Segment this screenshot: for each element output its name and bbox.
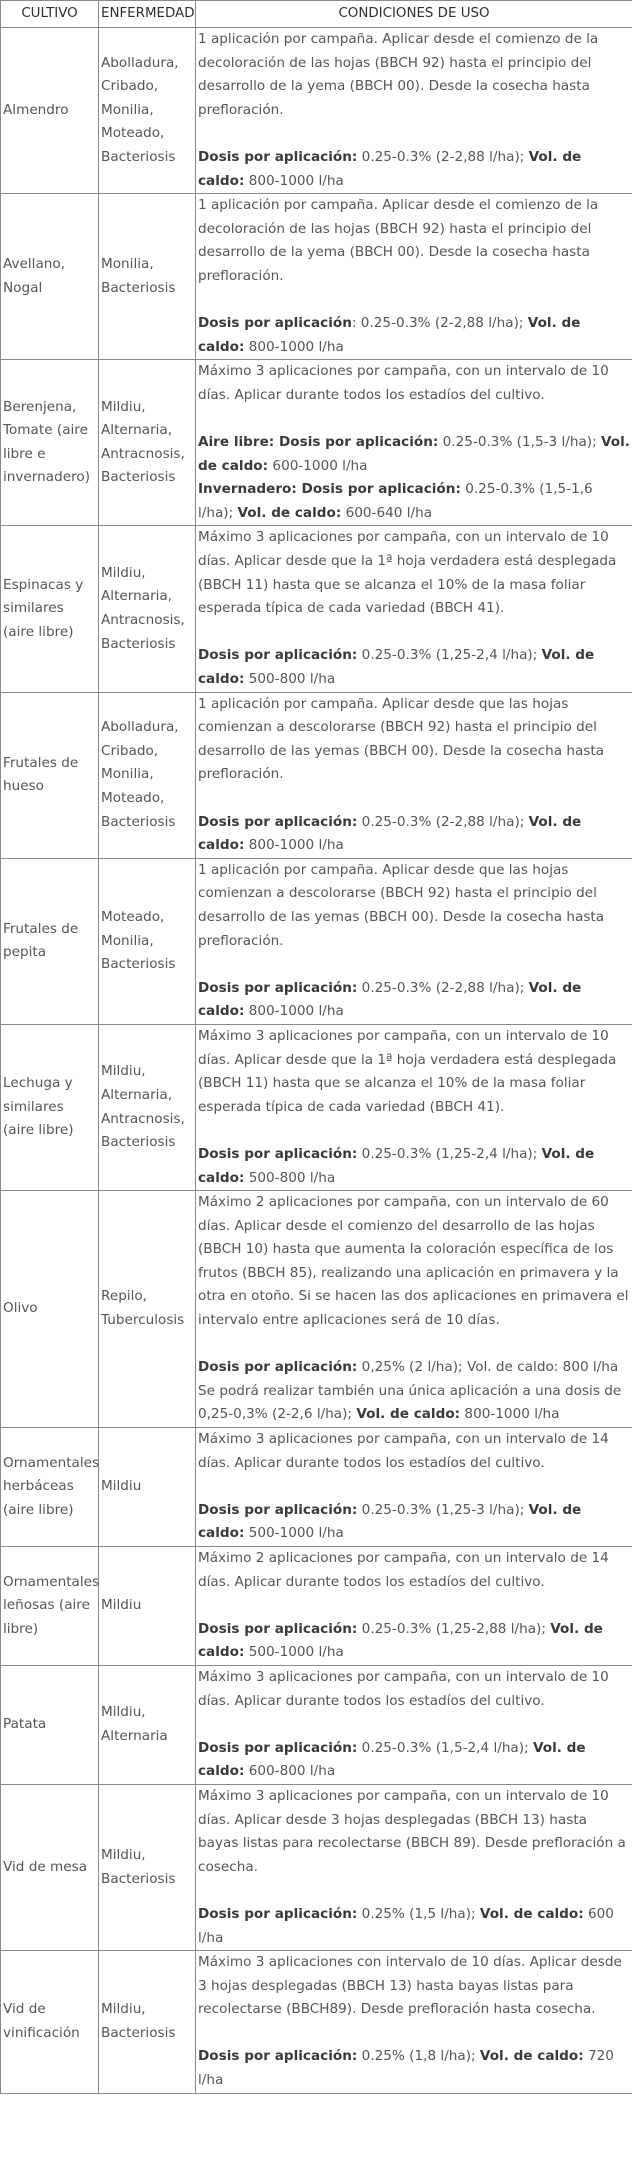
- caldo-label: Vol. de caldo:: [479, 2048, 584, 2065]
- enfermedad-item: Monilia,: [101, 932, 154, 949]
- condiciones-description: Máximo 3 aplicaciones por campaña, con un intervalo de 10 días. Aplicar desde que la 1ª hoja verdadera está desplegada (BBCH 11) hasta que se alcanza el 10% de la masa foliar esperada típica de cada variedad (BBCH 41).: [198, 1027, 617, 1115]
- condiciones-cell: [196, 28, 632, 194]
- condiciones-cell: [196, 1951, 632, 2094]
- condiciones-description: Máximo 3 aplicaciones por campaña, con un intervalo de 10 días. Aplicar durante todos los estadíos del cultivo.: [198, 363, 609, 403]
- enfermedad-cell: [99, 1547, 196, 1666]
- dosis-value: 0.25-0.3% (1,25-2,4 l/ha);: [357, 647, 542, 664]
- table-row: [1, 526, 632, 692]
- dosis-line: [198, 1143, 630, 1190]
- table-body: [1, 28, 632, 2094]
- enfermedad-item: Antracnosis,: [101, 612, 185, 629]
- enfermedad-item: Bacteriosis: [101, 635, 176, 652]
- caldo-value: 600-640 l/ha: [341, 504, 433, 521]
- dosis-line: [198, 1618, 630, 1665]
- header-enfermedad: ENFERMEDAD: [99, 1, 196, 28]
- enfermedad-item: Tuberculosis: [101, 1312, 185, 1329]
- paragraph-gap: [198, 1594, 630, 1618]
- caldo-label: Vol. de caldo:: [198, 434, 630, 474]
- caldo-value: 800-1000 l/ha: [244, 1003, 344, 1020]
- condiciones-cell: [196, 1547, 632, 1666]
- dosis-value: 0.25-0.3% (2-2,88 l/ha);: [357, 979, 529, 996]
- enfermedad-cell: [99, 1024, 196, 1190]
- extra-note: [198, 1380, 630, 1427]
- enfermedad-item: Mildiu: [101, 1597, 142, 1614]
- enfermedad-cell: [99, 1191, 196, 1428]
- paragraph-gap: [198, 1333, 630, 1357]
- dosis-line: [198, 2045, 630, 2092]
- paragraph-gap: [198, 1475, 630, 1499]
- dosis-label: Dosis por aplicación:: [198, 1501, 358, 1518]
- paragraph-gap: [198, 621, 630, 645]
- dosis-line: [198, 1737, 630, 1784]
- enfermedad-item: Antracnosis,: [101, 1110, 185, 1127]
- dosis-value: 0.25-0.3% (1,25-3 l/ha);: [357, 1501, 529, 1518]
- caldo-label: Vol. de caldo:: [198, 979, 582, 1020]
- enfermedad-item: Antracnosis,: [101, 445, 185, 462]
- paragraph-gap: [198, 2022, 630, 2046]
- enfermedad-item: Cribado,: [101, 78, 159, 95]
- dosis-label: Dosis por aplicación:: [198, 979, 358, 996]
- table-row: [1, 1191, 632, 1428]
- condiciones-cell: [196, 692, 632, 858]
- condiciones-description: Máximo 3 aplicaciones por campaña, con un intervalo de 14 días. Aplicar durante todos los estadíos del cultivo.: [198, 1431, 609, 1471]
- condiciones-description: 1 aplicación por campaña. Aplicar desde el comienzo de la decoloración de las hojas (BBCH 92) hasta el principio del desarrollo de la yema (BBCH 00). Desde la cosecha hasta prefloración.: [198, 31, 599, 118]
- dosis-value: 0.25-0.3% (1,5-3 l/ha);: [438, 434, 601, 451]
- table-row: [1, 1784, 632, 1950]
- extra-note-text: Se podrá realizar también una única aplicación a una dosis de 0,25-0,3% (2-2,6 l/ha);: [198, 1382, 622, 1423]
- cultivo-cell: Olivo: [1, 1191, 99, 1428]
- caldo-value: 500-800 l/ha: [244, 1169, 336, 1186]
- condiciones-description: 1 aplicación por campaña. Aplicar desde el comienzo de la decoloración de las hojas (BBCH 92) hasta el principio del desarrollo de la yema (BBCH 00). Desde la cosecha hasta prefloración.: [198, 197, 599, 284]
- dosis-value: 0,25% (2 l/ha); Vol. de caldo: 800 l/ha: [357, 1359, 619, 1376]
- header-row: [1, 1, 632, 28]
- table-header: [1, 1, 632, 28]
- caldo-value: 800-1000 l/ha: [244, 338, 344, 355]
- enfermedad-item: Bacteriosis: [101, 469, 176, 486]
- dosis-value: 0.25-0.3% (2-2,88 l/ha);: [357, 148, 529, 165]
- dosis-line: [198, 1356, 630, 1380]
- enfermedad-cell: [99, 1428, 196, 1547]
- enfermedad-item: Mildiu,: [101, 564, 146, 581]
- enfermedad-item: Alternaria,: [101, 1086, 173, 1103]
- dosis-label: Dosis por aplicación:: [198, 1145, 358, 1162]
- condiciones-description: Máximo 2 aplicaciones por campaña, con un intervalo de 14 días. Aplicar durante todos los estadíos del cultivo.: [198, 1550, 609, 1590]
- dosis-value: 0.25-0.3% (1,25-2,4 l/ha);: [357, 1145, 542, 1162]
- caldo-value: 500-1000 l/ha: [244, 1644, 344, 1661]
- enfermedad-item: Bacteriosis: [101, 148, 176, 165]
- dosis-label: Dosis por aplicación:: [198, 2048, 358, 2065]
- dosis-label: Dosis por aplicación:: [198, 148, 358, 165]
- condiciones-cell: [196, 1024, 632, 1190]
- caldo-value: 800-1000 l/ha: [460, 1406, 560, 1423]
- condiciones-description: Máximo 3 aplicaciones por campaña, con un intervalo de 10 días. Aplicar desde 3 hojas desplegadas (BBCH 13) hasta bayas listas para recolectarse (BBCH 89). Desde prefloración a cosecha.: [198, 1787, 626, 1875]
- enfermedad-item: Monilia,: [101, 256, 154, 273]
- caldo-label: Vol. de caldo:: [198, 315, 581, 355]
- dosis-line: [198, 431, 630, 478]
- enfermedad-cell: [99, 526, 196, 692]
- enfermedad-item: Bacteriosis: [101, 1134, 176, 1151]
- condiciones-description: Máximo 2 aplicaciones por campaña, con un intervalo de 60 días. Aplicar desde el comienzo del desarrollo de las hojas (BBCH 10) hasta que aumenta la coloración específica de los frutos (BBCH 85), realizando una aplicación en primavera y la otra en otoño. Si se hacen las dos aplicaciones en primavera el intervalo entre aplicaciones será de 10 días.: [198, 1194, 629, 1329]
- enfermedad-item: Mildiu,: [101, 1704, 146, 1721]
- condiciones-cell: [196, 1665, 632, 1784]
- enfermedad-item: Moteado,: [101, 790, 165, 806]
- caldo-label: Vol. de caldo:: [198, 1739, 586, 1780]
- condiciones-cell: [196, 858, 632, 1024]
- enfermedad-item: Bacteriosis: [101, 956, 176, 973]
- caldo-value: 600-800 l/ha: [244, 1763, 336, 1780]
- table-row: [1, 1547, 632, 1666]
- enfermedad-cell: [99, 360, 196, 526]
- dosis-value: 0.25-0.3% (1,5-2,4 l/ha);: [357, 1739, 533, 1756]
- cultivo-cell: Berenjena, Tomate (aire libre e invernadero): [1, 360, 99, 526]
- condiciones-cell: [196, 1428, 632, 1547]
- enfermedad-cell: [99, 194, 196, 360]
- dosis-label: Dosis por aplicación:: [278, 434, 439, 451]
- condiciones-description: 1 aplicación por campaña. Aplicar desde que las hojas comienzan a descolorarse (BBCH 92) hasta el principio del desarrollo de las yemas (BBCH 00). Desde la cosecha hasta prefloración.: [198, 861, 605, 949]
- caldo-value: 800-1000 l/ha: [244, 837, 344, 854]
- paragraph-gap: [198, 1879, 630, 1903]
- cultivo-cell: Ornamentales herbáceas (aire libre): [1, 1428, 99, 1547]
- cultivo-cell: Ornamentales leñosas (aire libre): [1, 1547, 99, 1666]
- enfermedad-item: Mildiu,: [101, 2001, 146, 2018]
- enfermedad-cell: [99, 1665, 196, 1784]
- caldo-label: Vol. de caldo:: [479, 1905, 584, 1922]
- table-row: [1, 1428, 632, 1547]
- enfermedad-item: Monilia,: [101, 766, 154, 783]
- caldo-label: Vol. de caldo:: [198, 1501, 582, 1542]
- enfermedad-item: Mildiu,: [101, 398, 146, 415]
- dosis-label: Dosis por aplicación:: [198, 1620, 358, 1637]
- condiciones-description: Máximo 3 aplicaciones con intervalo de 10 días. Aplicar desde 3 hojas desplegadas (BBCH 13) hasta bayas listas para recolectarse (BBCH89). Desde prefloración hasta cosecha.: [198, 1954, 622, 2018]
- paragraph-gap: [198, 122, 630, 146]
- dosis-value: 0.25-0.3% (1,25-2,88 l/ha);: [357, 1620, 551, 1637]
- enfermedad-item: Alternaria: [101, 1727, 168, 1744]
- enfermedad-item: Abolladura,: [101, 719, 179, 736]
- cultivo-cell: Almendro: [1, 28, 99, 194]
- caldo-value: 720 l/ha: [198, 2048, 614, 2089]
- table-row: [1, 1951, 632, 2094]
- dosis-context-label: Invernadero:: [198, 481, 302, 498]
- enfermedad-item: Moteado,: [101, 125, 165, 142]
- caldo-value: 800-1000 l/ha: [244, 172, 344, 189]
- caldo-label: Vol. de caldo:: [198, 813, 582, 854]
- cultivo-cell: Frutales de pepita: [1, 858, 99, 1024]
- caldo-value: 600-1000 l/ha: [268, 457, 368, 474]
- dosis-label: Dosis por aplicación:: [198, 1905, 358, 1922]
- header-condiciones: CONDICIONES DE USO: [196, 1, 632, 28]
- dosis-value: : 0.25-0.3% (2-2,88 l/ha);: [351, 315, 528, 332]
- table-row: [1, 858, 632, 1024]
- enfermedad-cell: [99, 1784, 196, 1950]
- dosis-label: Dosis por aplicación:: [198, 1359, 358, 1376]
- dosis-value: 0.25-0.3% (1,5-1,6 l/ha);: [198, 481, 593, 521]
- paragraph-gap: [198, 408, 630, 432]
- enfermedad-item: Cribado,: [101, 742, 159, 759]
- dosis-label: Dosis por aplicación:: [198, 813, 358, 830]
- enfermedad-item: Bacteriosis: [101, 1870, 176, 1887]
- dosis-value: 0.25% (1,5 l/ha);: [357, 1905, 480, 1922]
- enfermedad-cell: [99, 858, 196, 1024]
- dosis-line: [198, 1903, 630, 1950]
- enfermedad-item: Moteado,: [101, 908, 165, 925]
- dosis-line: [198, 478, 630, 525]
- dosis-line: [198, 811, 630, 858]
- cultivo-cell: Lechuga y similares (aire libre): [1, 1024, 99, 1190]
- paragraph-gap: [198, 787, 630, 811]
- enfermedad-cell: [99, 692, 196, 858]
- table-row: [1, 360, 632, 526]
- caldo-label: Vol. de caldo:: [198, 148, 582, 189]
- table-row: [1, 194, 632, 360]
- enfermedad-item: Mildiu,: [101, 1063, 146, 1080]
- enfermedad-item: Monilia,: [101, 101, 154, 118]
- dosis-line: [198, 977, 630, 1024]
- dosis-value: 0.25-0.3% (2-2,88 l/ha);: [357, 813, 529, 830]
- enfermedad-cell: [99, 1951, 196, 2094]
- condiciones-cell: [196, 1784, 632, 1950]
- condiciones-description: Máximo 3 aplicaciones por campaña, con un intervalo de 10 días. Aplicar durante todos los estadíos del cultivo.: [198, 1668, 609, 1709]
- condiciones-cell: [196, 526, 632, 692]
- cultivo-cell: Espinacas y similares (aire libre): [1, 526, 99, 692]
- paragraph-gap: [198, 289, 630, 313]
- dosis-label: Dosis por aplicación:: [198, 647, 358, 664]
- enfermedad-item: Mildiu,: [101, 1846, 146, 1863]
- condiciones-cell: [196, 1191, 632, 1428]
- paragraph-gap: [198, 1713, 630, 1737]
- table-row: [1, 1665, 632, 1784]
- cultivo-cell: Patata: [1, 1665, 99, 1784]
- cultivo-cell: Vid de mesa: [1, 1784, 99, 1950]
- enfermedad-item: Abolladura,: [101, 54, 179, 71]
- condiciones-description: Máximo 3 aplicaciones por campaña, con un intervalo de 10 días. Aplicar desde que la 1ª hoja verdadera está desplegada (BBCH 11) hasta que se alcanza el 10% de la masa foliar esperada típica de cada variedad (BBCH 41).: [198, 529, 617, 617]
- cultivo-cell: Frutales de hueso: [1, 692, 99, 858]
- condiciones-description: 1 aplicación por campaña. Aplicar desde que las hojas comienzan a descolorarse (BBCH 92) hasta el principio del desarrollo de las yemas (BBCH 00). Desde la cosecha hasta prefloración.: [198, 695, 605, 783]
- caldo-label: Vol. de caldo:: [198, 1620, 603, 1661]
- dosis-context-label: Aire libre:: [198, 434, 279, 451]
- table-row: [1, 692, 632, 858]
- dosis-label: Dosis por aplicación: [198, 315, 352, 332]
- dosis-value: 0.25% (1,8 l/ha);: [357, 2048, 480, 2065]
- condiciones-cell: [196, 360, 632, 526]
- cultivo-cell: Avellano, Nogal: [1, 194, 99, 360]
- enfermedad-item: Bacteriosis: [101, 2024, 176, 2041]
- enfermedad-item: Bacteriosis: [101, 813, 176, 830]
- paragraph-gap: [198, 1119, 630, 1143]
- caldo-value: 600 l/ha: [198, 1905, 614, 1946]
- paragraph-gap: [198, 953, 630, 977]
- header-cultivo: CULTIVO: [1, 1, 99, 28]
- condiciones-cell: [196, 194, 632, 360]
- enfermedad-item: Alternaria,: [101, 422, 173, 439]
- table-row: [1, 1024, 632, 1190]
- caldo-label: Vol. de caldo:: [198, 1145, 595, 1186]
- dosis-line: [198, 644, 630, 691]
- caldo-label: Vol. de caldo:: [198, 647, 595, 688]
- caldo-value: 500-1000 l/ha: [244, 1525, 344, 1542]
- caldo-value: 500-800 l/ha: [244, 671, 336, 688]
- enfermedad-item: Bacteriosis: [101, 279, 176, 296]
- table-row: [1, 28, 632, 194]
- dosis-line: [198, 1499, 630, 1546]
- dosis-label: Dosis por aplicación:: [198, 1739, 358, 1756]
- enfermedad-item: Mildiu: [101, 1478, 142, 1495]
- cultivo-cell: Vid de vinificación: [1, 1951, 99, 2094]
- dosis-line: [198, 312, 630, 359]
- dosis-line: [198, 146, 630, 193]
- enfermedad-cell: [99, 28, 196, 194]
- caldo-label: Vol. de caldo:: [237, 504, 342, 521]
- enfermedad-item: Alternaria,: [101, 588, 173, 605]
- enfermedad-item: Repilo,: [101, 1288, 148, 1305]
- caldo-label: Vol. de caldo:: [356, 1406, 461, 1423]
- dosis-label: Dosis por aplicación:: [301, 481, 461, 498]
